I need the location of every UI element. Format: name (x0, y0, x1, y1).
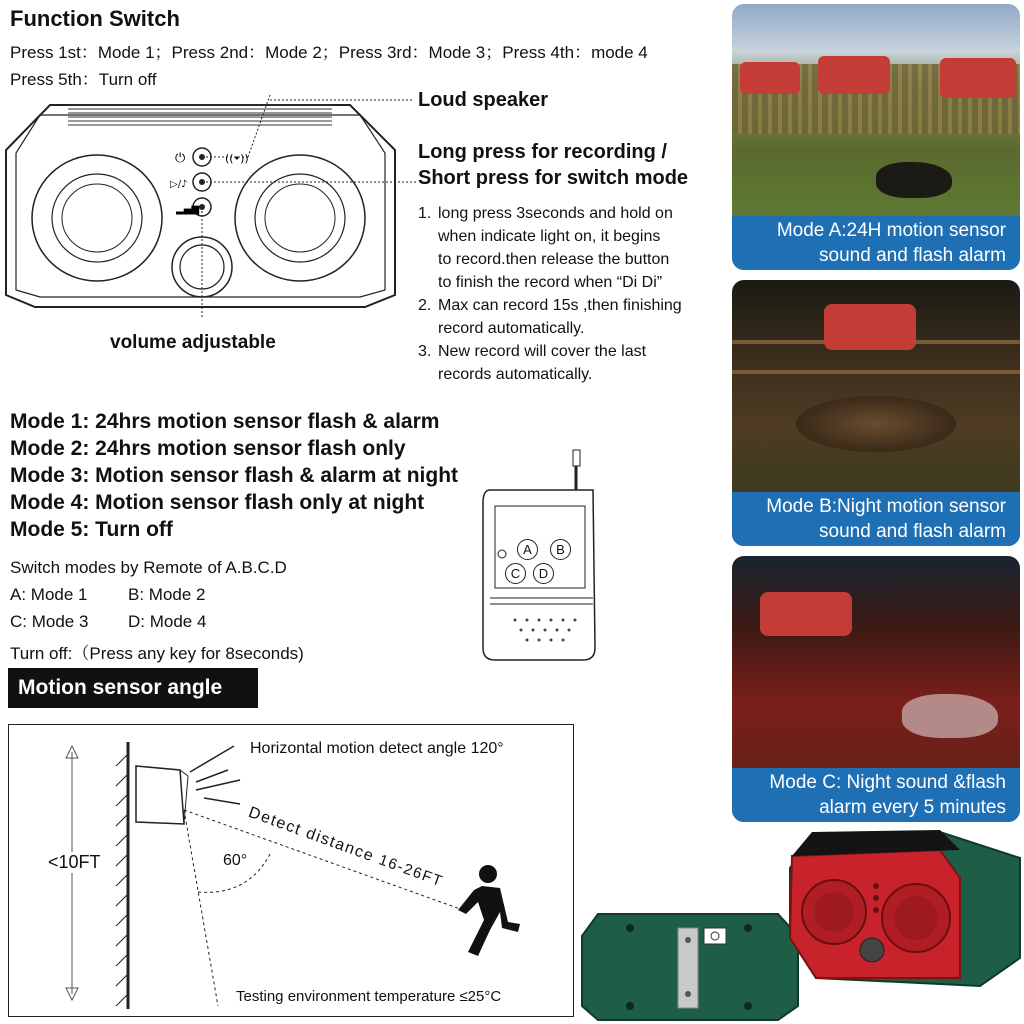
record-step: 3. New record will cover the last records automatically. (418, 343, 647, 383)
long-press-label-2: Short press for switch mode (418, 167, 689, 189)
record-steps (418, 202, 728, 386)
product-photos (580, 828, 1024, 1024)
long-press-label-1: Long press for recording / (418, 141, 667, 163)
function-switch-line2: Press 5th：Turn off (10, 70, 157, 89)
remote-key-d: D: Mode 4 (128, 612, 207, 631)
function-switch-line1: Press 1st：Mode 1；Press 2nd：Mode 2；Press 3rd：Mode 3；Press 4th：mode 4 (10, 43, 648, 62)
photo-mode-c (732, 556, 1020, 822)
record-step: 1. long press 3seconds and hold on when indicate light on, it begins to record.then release the button to finish the record when “Di Di” (418, 205, 673, 291)
volume-label: volume adjustable (110, 332, 276, 353)
photo-caption: Mode C: Night sound &flash alarm every 5 minutes (732, 768, 1020, 822)
svg-text:▂▄▆: ▂▄▆ (176, 204, 200, 215)
remote-button-b: B (550, 539, 571, 560)
remote-turn-off: Turn off:（Press any key for 8seconds) (10, 644, 304, 663)
temperature-label: Testing environment temperature ≤25°C (236, 988, 502, 1005)
remote-button-a: A (517, 539, 538, 560)
angle-label: 60° (223, 852, 248, 869)
mode-item: Mode 4: Motion sensor flash only at night (10, 491, 425, 514)
photo-mode-a (732, 4, 1020, 270)
record-step: 2. Max can record 15s ,then finishing record automatically. (418, 297, 682, 337)
remote-key-b: B: Mode 2 (128, 585, 206, 604)
remote-key-a: A: Mode 1 (10, 585, 88, 604)
motion-sensor-angle-label: Motion sensor angle (8, 668, 258, 708)
svg-text:▷/♪: ▷/♪ (170, 179, 188, 190)
photo-caption: Mode B:Night motion sensor sound and flash alarm (732, 492, 1020, 546)
function-switch-title: Function Switch (10, 6, 180, 31)
mode-item: Mode 3: Motion sensor flash & alarm at night (10, 464, 459, 487)
horizontal-angle-label: Horizontal motion detect angle 120° (250, 740, 504, 757)
remote-control-drawing (475, 448, 605, 663)
mode-item: Mode 1: 24hrs motion sensor flash & alarm (10, 410, 440, 433)
detect-distance-value: 16-26FT (376, 851, 446, 891)
remote-intro: Switch modes by Remote of A.B.C.D (10, 558, 287, 577)
photo-caption: Mode A:24H motion sensor sound and flash alarm (732, 216, 1020, 270)
photo-mode-b (732, 280, 1020, 546)
loud-speaker-label: Loud speaker (418, 89, 549, 111)
modes-list (10, 408, 458, 543)
height-label: <10FT (48, 852, 101, 872)
remote-key-c: C: Mode 3 (10, 612, 89, 631)
loud-speaker-leader (268, 95, 418, 107)
mode-item: Mode 5: Turn off (10, 518, 173, 541)
mode-item: Mode 2: 24hrs motion sensor flash only (10, 437, 406, 460)
svg-text:⏻: ⏻ (175, 151, 186, 166)
svg-text:((•)): ((•)) (225, 152, 249, 165)
device-front-drawing (0, 95, 420, 320)
detect-distance-text: Detect distance (246, 804, 377, 866)
remote-button-d: D (533, 563, 554, 584)
remote-button-c: C (505, 563, 526, 584)
